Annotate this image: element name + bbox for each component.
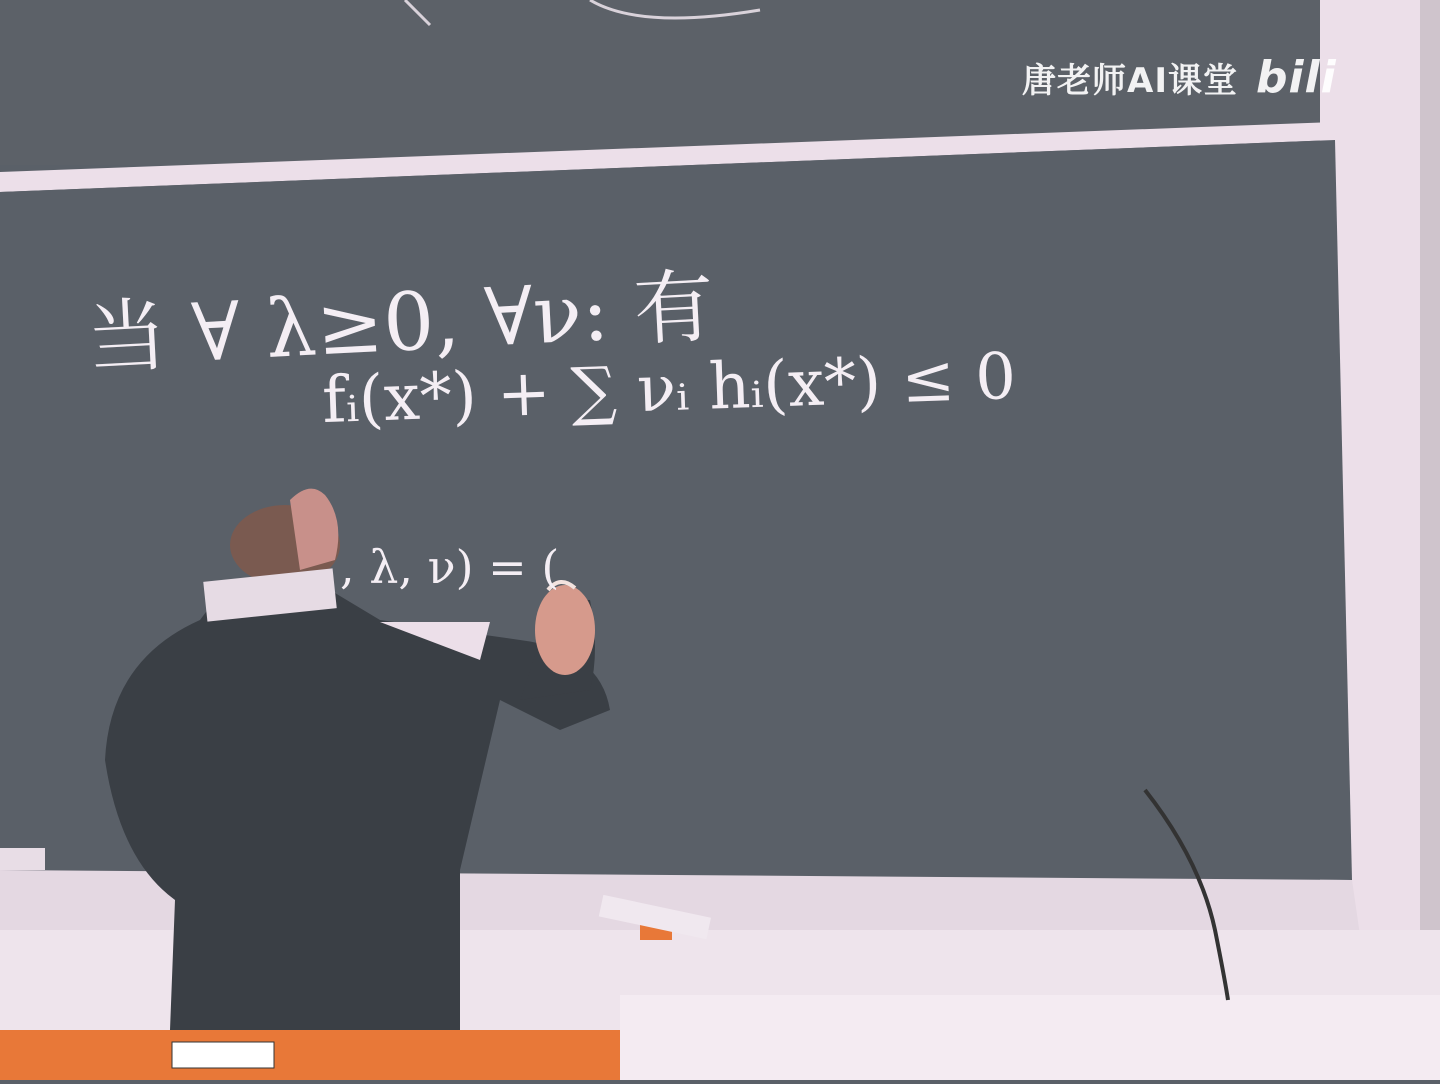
podium (620, 995, 1440, 1080)
chalk-line-2: fᵢ(x*) + ∑ νᵢ hᵢ(x*) ≤ 0 (320, 339, 1018, 439)
orange-desk (0, 1030, 620, 1080)
channel-watermark (1022, 52, 1337, 103)
channel-name: 唐老师AI课堂 (1022, 61, 1238, 101)
bilibili-logo: bili (1255, 52, 1337, 103)
chalk-line-1: 当 ∀ λ≥0, ∀ν: 有 (84, 259, 717, 386)
chalk-line-3: , λ, ν) = ( (340, 540, 560, 594)
